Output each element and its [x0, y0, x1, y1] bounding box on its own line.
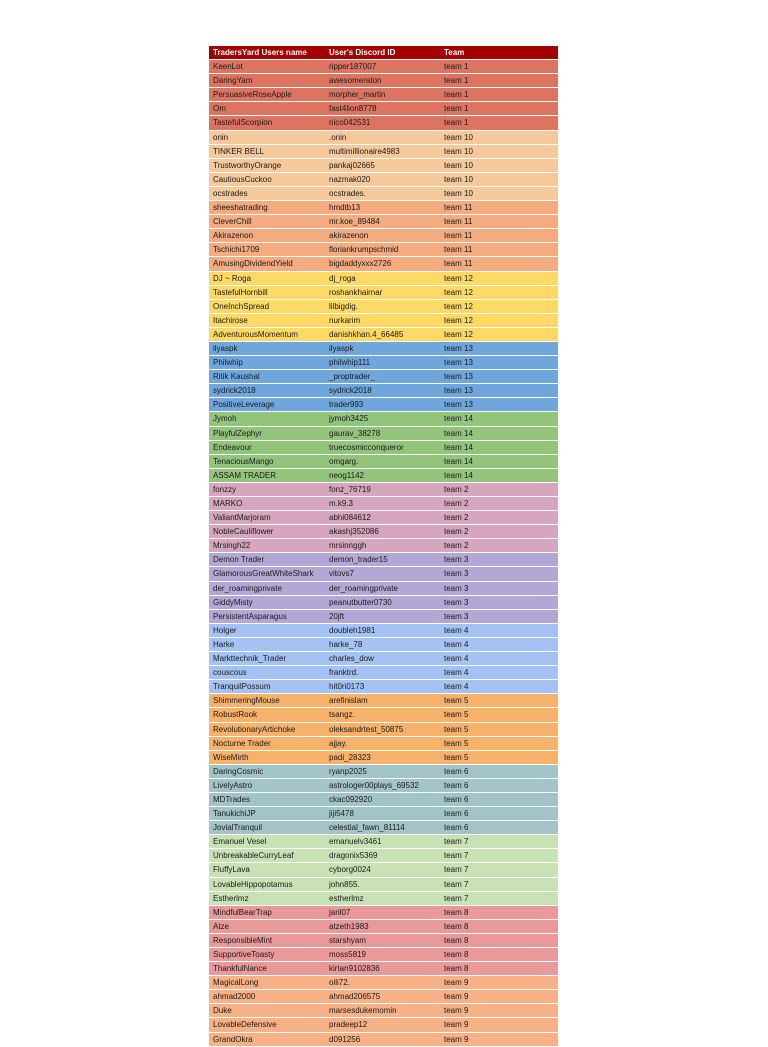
table-row [209, 511, 558, 525]
discord-id-cell: fast4lion8778 [325, 102, 440, 116]
table-row [209, 750, 558, 764]
table-row [209, 398, 558, 412]
discord-id-cell: 20jft [325, 609, 440, 623]
username-cell: TrustworthyOrange [209, 158, 325, 172]
username-cell: AdventurousMomentum [209, 327, 325, 341]
team-cell: team 5 [440, 722, 558, 736]
header-discord-id: User's Discord ID [325, 46, 440, 60]
username-cell: PersistentAsparagus [209, 609, 325, 623]
discord-id-cell: nurkarim [325, 313, 440, 327]
discord-id-cell: jaril07 [325, 905, 440, 919]
team-cell: team 8 [440, 905, 558, 919]
table-row [209, 299, 558, 313]
team-cell: team 3 [440, 567, 558, 581]
team-cell: team 1 [440, 102, 558, 116]
team-cell: team 14 [440, 454, 558, 468]
discord-id-cell: m.k9.3 [325, 497, 440, 511]
table-row [209, 116, 558, 130]
discord-id-cell: morpher_martin [325, 88, 440, 102]
table-row [209, 215, 558, 229]
username-cell: KeenLot [209, 60, 325, 74]
header-row [209, 46, 558, 60]
discord-id-cell: jiji5478 [325, 807, 440, 821]
table-row [209, 863, 558, 877]
team-cell: team 6 [440, 778, 558, 792]
discord-id-cell: multimillionaire4983 [325, 144, 440, 158]
header-team: Team [440, 46, 558, 60]
discord-id-cell: _proptrader_ [325, 370, 440, 384]
table-row [209, 962, 558, 976]
discord-id-cell: demon_trader15 [325, 553, 440, 567]
table-row [209, 384, 558, 398]
username-cell: TanukichiJP [209, 807, 325, 821]
discord-id-cell: estherlmz [325, 891, 440, 905]
username-cell: RobustRook [209, 708, 325, 722]
team-cell: team 10 [440, 130, 558, 144]
team-cell: team 9 [440, 1018, 558, 1032]
team-cell: team 4 [440, 637, 558, 651]
team-cell: team 3 [440, 609, 558, 623]
team-cell: team 10 [440, 186, 558, 200]
table-row [209, 722, 558, 736]
username-cell: Demon Trader [209, 553, 325, 567]
table-row [209, 623, 558, 637]
username-cell: TastefulScorpion [209, 116, 325, 130]
discord-id-cell: ocstrades. [325, 186, 440, 200]
team-cell: team 10 [440, 158, 558, 172]
username-cell: MindfulBearTrap [209, 905, 325, 919]
username-cell: onin [209, 130, 325, 144]
discord-id-cell: floriankrumpschmid [325, 243, 440, 257]
team-cell: team 7 [440, 877, 558, 891]
header-username: TradersYard Users name [209, 46, 325, 60]
username-cell: GlamorousGreatWhiteShark [209, 567, 325, 581]
team-cell: team 2 [440, 511, 558, 525]
table-row [209, 849, 558, 863]
team-cell: team 12 [440, 285, 558, 299]
table-row [209, 186, 558, 200]
username-cell: TastefulHornbill [209, 285, 325, 299]
table-row [209, 567, 558, 581]
username-cell: Jymoh [209, 412, 325, 426]
team-cell: team 13 [440, 398, 558, 412]
username-cell: TenaciousMango [209, 454, 325, 468]
table-row [209, 1032, 558, 1046]
team-cell: team 8 [440, 948, 558, 962]
discord-id-cell: oili72. [325, 976, 440, 990]
table-row [209, 933, 558, 947]
discord-id-cell: gaurav_38278 [325, 426, 440, 440]
table-row [209, 341, 558, 355]
team-cell: team 10 [440, 144, 558, 158]
table-row [209, 807, 558, 821]
username-cell: AmusingDividendYield [209, 257, 325, 271]
table-row [209, 778, 558, 792]
username-cell: fonzzy [209, 482, 325, 496]
table-row [209, 637, 558, 651]
team-cell: team 4 [440, 680, 558, 694]
username-cell: Estherlmz [209, 891, 325, 905]
team-cell: team 6 [440, 821, 558, 835]
team-cell: team 5 [440, 708, 558, 722]
team-cell: team 1 [440, 60, 558, 74]
table-row [209, 919, 558, 933]
team-cell: team 1 [440, 74, 558, 88]
team-cell: team 11 [440, 201, 558, 215]
username-cell: DaringYam [209, 74, 325, 88]
table-row [209, 736, 558, 750]
team-cell: team 6 [440, 807, 558, 821]
team-cell: team 2 [440, 497, 558, 511]
table-row [209, 652, 558, 666]
username-cell: MagicalLong [209, 976, 325, 990]
table-row [209, 553, 558, 567]
username-cell: DaringCosmic [209, 764, 325, 778]
username-cell: der_roamingprivate [209, 581, 325, 595]
discord-id-cell: atzeth1983 [325, 919, 440, 933]
discord-id-cell: ckac092920 [325, 792, 440, 806]
username-cell: PositiveLeverage [209, 398, 325, 412]
team-cell: team 7 [440, 891, 558, 905]
table-row [209, 130, 558, 144]
team-cell: team 10 [440, 172, 558, 186]
username-cell: CautiousCuckoo [209, 172, 325, 186]
team-roster-table [209, 46, 558, 1047]
table-row [209, 454, 558, 468]
table-row [209, 201, 558, 215]
team-cell: team 12 [440, 313, 558, 327]
table-row [209, 313, 558, 327]
team-cell: team 13 [440, 384, 558, 398]
team-cell: team 9 [440, 1004, 558, 1018]
team-cell: team 11 [440, 243, 558, 257]
table-row [209, 877, 558, 891]
username-cell: GiddyMisty [209, 595, 325, 609]
discord-id-cell: ajjay. [325, 736, 440, 750]
username-cell: LivelyAstro [209, 778, 325, 792]
table-row [209, 595, 558, 609]
team-cell: team 12 [440, 271, 558, 285]
discord-id-cell: truecosmicconqueror [325, 440, 440, 454]
username-cell: Holger [209, 623, 325, 637]
username-cell: Atze [209, 919, 325, 933]
discord-id-cell: nico042531 [325, 116, 440, 130]
username-cell: ahmad2000 [209, 990, 325, 1004]
team-cell: team 14 [440, 468, 558, 482]
team-cell: team 14 [440, 412, 558, 426]
table-row [209, 172, 558, 186]
discord-id-cell: neog1142 [325, 468, 440, 482]
team-cell: team 11 [440, 257, 558, 271]
discord-id-cell: nazmak020 [325, 172, 440, 186]
table-row [209, 243, 558, 257]
team-cell: team 1 [440, 116, 558, 130]
table-body [209, 60, 558, 1047]
discord-id-cell: trader993 [325, 398, 440, 412]
username-cell: MDTrades [209, 792, 325, 806]
team-cell: team 6 [440, 792, 558, 806]
team-cell: team 3 [440, 553, 558, 567]
team-cell: team 7 [440, 863, 558, 877]
table-row [209, 1018, 558, 1032]
table-row [209, 905, 558, 919]
team-cell: team 2 [440, 525, 558, 539]
username-cell: Tschichi1709 [209, 243, 325, 257]
discord-id-cell: dragonix5369 [325, 849, 440, 863]
team-cell: team 11 [440, 215, 558, 229]
username-cell: Akirazenon [209, 229, 325, 243]
discord-id-cell: dj_roga [325, 271, 440, 285]
table-row [209, 680, 558, 694]
discord-id-cell: ripper187007 [325, 60, 440, 74]
username-cell: GrandOkra [209, 1032, 325, 1046]
username-cell: Endeavour [209, 440, 325, 454]
discord-id-cell: ilyaspk [325, 341, 440, 355]
team-cell: team 7 [440, 849, 558, 863]
discord-id-cell: bigdaddyxxx2726 [325, 257, 440, 271]
table-row [209, 609, 558, 623]
username-cell: sydrick2018 [209, 384, 325, 398]
username-cell: ThankfulNance [209, 962, 325, 976]
username-cell: Nocturne Trader [209, 736, 325, 750]
discord-id-cell: peanutbutter0730 [325, 595, 440, 609]
discord-id-cell: charles_dow [325, 652, 440, 666]
username-cell: LovableDefensive [209, 1018, 325, 1032]
discord-id-cell: cyborg0024 [325, 863, 440, 877]
discord-id-cell: der_roamingprivate [325, 581, 440, 595]
team-cell: team 11 [440, 229, 558, 243]
discord-id-cell: mrsinnggh [325, 539, 440, 553]
username-cell: PlayfulZephyr [209, 426, 325, 440]
team-cell: team 4 [440, 666, 558, 680]
username-cell: FluffyLava [209, 863, 325, 877]
table-row [209, 539, 558, 553]
username-cell: sheeshatrading [209, 201, 325, 215]
team-cell: team 13 [440, 356, 558, 370]
username-cell: Emanuel Vesel [209, 835, 325, 849]
table-row [209, 792, 558, 806]
team-cell: team 1 [440, 88, 558, 102]
discord-id-cell: john855. [325, 877, 440, 891]
discord-id-cell: mr.koe_89484 [325, 215, 440, 229]
table-row [209, 426, 558, 440]
team-cell: team 5 [440, 750, 558, 764]
table-row [209, 948, 558, 962]
discord-id-cell: pradeep12 [325, 1018, 440, 1032]
discord-id-cell: tsangz. [325, 708, 440, 722]
table-row [209, 694, 558, 708]
team-cell: team 14 [440, 440, 558, 454]
discord-id-cell: vitovs7 [325, 567, 440, 581]
team-cell: team 3 [440, 581, 558, 595]
username-cell: couscous [209, 666, 325, 680]
table-row [209, 229, 558, 243]
table-row [209, 708, 558, 722]
discord-id-cell: oleksandrtest_50875 [325, 722, 440, 736]
table-row [209, 144, 558, 158]
team-cell: team 9 [440, 1032, 558, 1046]
discord-id-cell: celestial_fawn_81114 [325, 821, 440, 835]
username-cell: PersuasiveRoseApple [209, 88, 325, 102]
table-row [209, 158, 558, 172]
table-row [209, 327, 558, 341]
table-row [209, 271, 558, 285]
team-cell: team 4 [440, 623, 558, 637]
team-cell: team 8 [440, 962, 558, 976]
table-row [209, 581, 558, 595]
discord-id-cell: marsesdukemomin [325, 1004, 440, 1018]
discord-id-cell: jymoh3425 [325, 412, 440, 426]
username-cell: ocstrades [209, 186, 325, 200]
table-row [209, 468, 558, 482]
discord-id-cell: franktrd. [325, 666, 440, 680]
username-cell: Om [209, 102, 325, 116]
table-row [209, 285, 558, 299]
table-row [209, 891, 558, 905]
team-cell: team 6 [440, 764, 558, 778]
table-row [209, 257, 558, 271]
username-cell: ValiantMarjoram [209, 511, 325, 525]
username-cell: ilyaspk [209, 341, 325, 355]
discord-id-cell: pankaj02665 [325, 158, 440, 172]
discord-id-cell: philwhip111 [325, 356, 440, 370]
username-cell: Mrsingh22 [209, 539, 325, 553]
discord-id-cell: arefinislam [325, 694, 440, 708]
username-cell: JovialTranquil [209, 821, 325, 835]
username-cell: Philwhip [209, 356, 325, 370]
table-row [209, 764, 558, 778]
username-cell: ShimmeringMouse [209, 694, 325, 708]
team-cell: team 3 [440, 595, 558, 609]
table-row [209, 1004, 558, 1018]
username-cell: UnbreakableCurryLeaf [209, 849, 325, 863]
team-cell: team 14 [440, 426, 558, 440]
discord-id-cell: doubleh1981 [325, 623, 440, 637]
discord-id-cell: moss5819 [325, 948, 440, 962]
discord-id-cell: akirazenon [325, 229, 440, 243]
team-cell: team 8 [440, 919, 558, 933]
team-cell: team 7 [440, 835, 558, 849]
team-cell: team 2 [440, 539, 558, 553]
username-cell: MARKO [209, 497, 325, 511]
discord-id-cell: padi_28323 [325, 750, 440, 764]
username-cell: WiseMirth [209, 750, 325, 764]
table-row [209, 412, 558, 426]
table-row [209, 102, 558, 116]
username-cell: Duke [209, 1004, 325, 1018]
table-row [209, 990, 558, 1004]
table-row [209, 525, 558, 539]
username-cell: SupportiveToasty [209, 948, 325, 962]
team-cell: team 2 [440, 482, 558, 496]
username-cell: NobleCauliflower [209, 525, 325, 539]
username-cell: RevolutionaryArtichoke [209, 722, 325, 736]
table-row [209, 356, 558, 370]
discord-id-cell: hit0ri0173 [325, 680, 440, 694]
team-cell: team 12 [440, 299, 558, 313]
discord-id-cell: kirtan9102836 [325, 962, 440, 976]
discord-id-cell: awesomeraton [325, 74, 440, 88]
discord-id-cell: hmdtb13 [325, 201, 440, 215]
discord-id-cell: emanuelv3461 [325, 835, 440, 849]
table-row [209, 482, 558, 496]
username-cell: ASSAM TRADER [209, 468, 325, 482]
team-cell: team 9 [440, 990, 558, 1004]
username-cell: DJ ~ Roga [209, 271, 325, 285]
discord-id-cell: starshyam [325, 933, 440, 947]
table-row [209, 370, 558, 384]
discord-id-cell: omgarg. [325, 454, 440, 468]
username-cell: ResponsibleMint [209, 933, 325, 947]
team-cell: team 13 [440, 341, 558, 355]
username-cell: Itachirose [209, 313, 325, 327]
username-cell: TranquilPossum [209, 680, 325, 694]
table-row [209, 821, 558, 835]
username-cell: Harke [209, 637, 325, 651]
discord-id-cell: ahmad206575 [325, 990, 440, 1004]
team-cell: team 5 [440, 694, 558, 708]
discord-id-cell: ryanp2025 [325, 764, 440, 778]
username-cell: OneInchSpread [209, 299, 325, 313]
username-cell: CleverChill [209, 215, 325, 229]
discord-id-cell: akashj352086 [325, 525, 440, 539]
table-row [209, 835, 558, 849]
discord-id-cell: d091256 [325, 1032, 440, 1046]
table-row [209, 440, 558, 454]
username-cell: Markttechnik_Trader [209, 652, 325, 666]
discord-id-cell: harke_78 [325, 637, 440, 651]
table-row [209, 497, 558, 511]
table-row [209, 60, 558, 74]
discord-id-cell: sydrick2018 [325, 384, 440, 398]
team-cell: team 4 [440, 652, 558, 666]
discord-id-cell: abhi084612 [325, 511, 440, 525]
table-row [209, 74, 558, 88]
username-cell: TINKER BELL [209, 144, 325, 158]
discord-id-cell: .onin [325, 130, 440, 144]
table-row [209, 88, 558, 102]
team-cell: team 8 [440, 933, 558, 947]
discord-id-cell: astrologer00plays_69532 [325, 778, 440, 792]
team-cell: team 5 [440, 736, 558, 750]
discord-id-cell: danishkhan.4_66485 [325, 327, 440, 341]
discord-id-cell: roshankhairnar [325, 285, 440, 299]
team-cell: team 12 [440, 327, 558, 341]
username-cell: LovableHippopotamus [209, 877, 325, 891]
discord-id-cell: lilbigdig. [325, 299, 440, 313]
table-row [209, 666, 558, 680]
team-cell: team 9 [440, 976, 558, 990]
table-row [209, 976, 558, 990]
discord-id-cell: fonz_76719 [325, 482, 440, 496]
team-cell: team 13 [440, 370, 558, 384]
username-cell: Ritik Kaushal [209, 370, 325, 384]
